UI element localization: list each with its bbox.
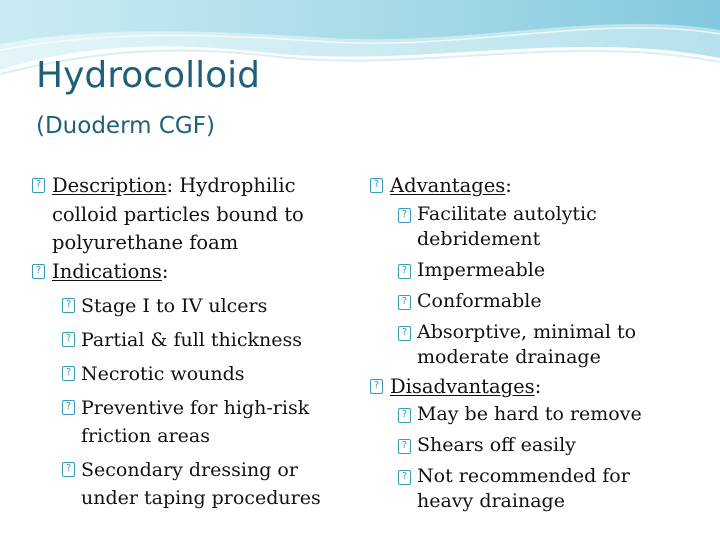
advantage-item [398,289,715,314]
description-item [32,172,352,258]
advantage-text-cont: moderate drainage [417,345,601,368]
indications-list [32,292,352,512]
bullet-icon: ? [398,439,411,454]
bullet-icon: ? [62,366,75,381]
bullet-icon: ? [62,400,75,415]
left-column [32,172,352,512]
bullet-icon: ? [398,408,411,423]
disadvantage-item [398,464,715,514]
disadvantages-heading: Disadvantages [390,374,535,398]
advantage-text: Impermeable [417,258,546,281]
bullet-icon: ? [62,332,75,347]
advantages-item [370,172,715,201]
bullet-icon: ? [398,208,411,223]
bullet-icon: ? [370,178,383,193]
indication-item [62,360,352,388]
advantage-item [398,202,715,252]
bullet-icon: ? [370,379,383,394]
disadvantage-text: Not recommended for [417,465,630,487]
indications-item [32,258,352,287]
bullet-icon: ? [32,178,45,193]
advantage-text: Absorptive, minimal to [417,320,637,343]
disadvantage-text: Shears off easily [417,434,576,456]
right-column [370,172,715,514]
advantage-text: Facilitate autolytic [417,202,597,225]
indication-item [62,292,352,320]
advantage-item [398,320,715,370]
disadvantages-colon: : [534,374,542,398]
indication-item [62,456,352,512]
advantages-heading: Advantages [390,174,506,197]
bullet-icon: ? [398,295,411,310]
indication-item [62,326,352,354]
description-colon: : [166,174,174,197]
indication-text: Secondary dressing or [81,459,298,481]
bullet-icon: ? [398,470,411,485]
indication-text-cont: under taping procedures [81,487,321,509]
indication-item [62,394,352,450]
disadvantages-list [370,402,715,514]
indications-colon: : [161,259,169,283]
description-heading: Description [52,174,167,197]
advantage-text-cont: debridement [417,227,541,250]
bullet-icon: ? [62,462,75,477]
disadvantage-item [398,433,715,458]
indications-heading: Indications [52,259,162,283]
indication-text-cont: friction areas [81,425,210,447]
slide-subtitle: (Duoderm CGF) [36,113,215,139]
advantage-item [398,258,715,283]
bullet-icon: ? [398,264,411,279]
indication-text: Necrotic wounds [81,363,245,385]
bullet-icon: ? [32,264,45,279]
disadvantage-text: May be hard to remove [417,403,642,425]
bullet-icon: ? [398,326,411,341]
indication-text: Stage I to IV ulcers [81,295,268,317]
advantages-list [370,202,715,370]
indication-text: Partial & full thickness [81,329,302,351]
disadvantage-text-cont: heavy drainage [417,490,565,512]
bullet-icon: ? [62,298,75,313]
disadvantage-item [398,402,715,427]
slide-title: Hydrocolloid [36,55,260,96]
indication-text: Preventive for high-risk [81,397,310,419]
advantages-colon: : [505,174,512,197]
description-text-line1: Hydrophilic [179,174,296,197]
disadvantages-item [370,373,715,402]
description-text-line3: polyurethane foam [52,231,239,254]
description-text-line2: colloid particles bound to [52,202,304,226]
advantage-text: Conformable [417,289,542,312]
